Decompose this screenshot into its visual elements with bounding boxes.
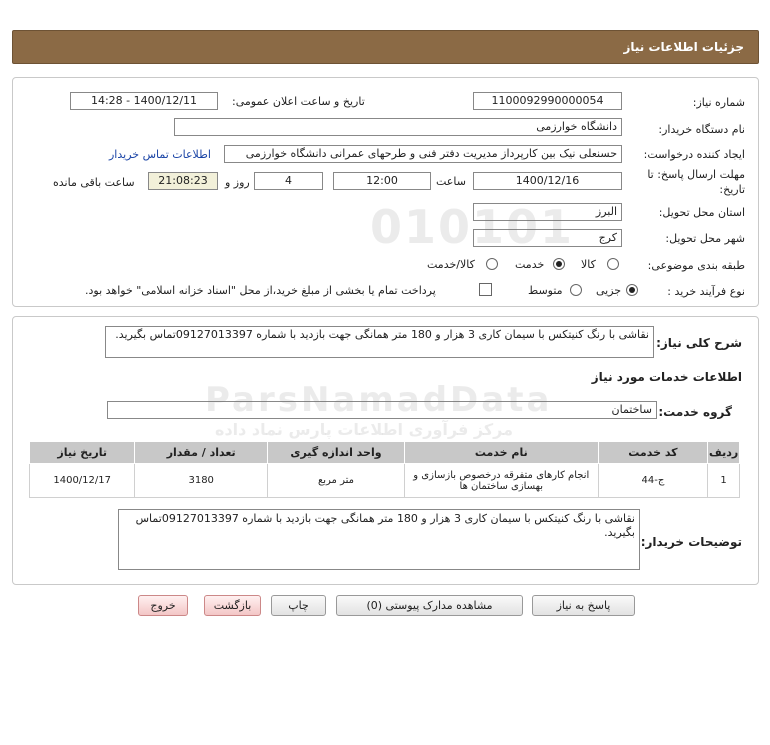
general-desc-field: نقاشی با رنگ کنیتکس با سیمان کاری 3 هزار و 180 متر همانگی جهت بازدید با شماره 09127013397تماس بگیرید. xyxy=(105,326,654,358)
category-option-service: خدمت xyxy=(515,258,545,271)
service-group-field: ساختمان xyxy=(107,401,657,419)
remaining-label: ساعت باقی مانده xyxy=(53,176,135,189)
service-group-label: گروه خدمت: xyxy=(658,405,732,419)
col-service-code: کد خدمت xyxy=(598,442,708,464)
back-button[interactable]: بازگشت xyxy=(204,595,261,616)
cell-need-date: 1400/12/17 xyxy=(30,464,135,498)
days-remaining-field: 4 xyxy=(254,172,323,190)
col-need-date: تاریخ نیاز xyxy=(30,442,135,464)
buyer-org-label: نام دستگاه خریدار: xyxy=(658,123,745,136)
cell-quantity: 3180 xyxy=(135,464,268,498)
deadline-time-label: ساعت xyxy=(436,175,466,188)
category-radio-goods[interactable] xyxy=(607,258,619,270)
buyer-notes-label: توضیحات خریدار: xyxy=(640,535,742,549)
print-button[interactable]: چاپ xyxy=(271,595,326,616)
cell-service-name: انجام کارهای متفرقه درخصوص بازسازی و بهسازی ساختمان ها xyxy=(404,464,598,498)
treasury-payment-checkbox[interactable] xyxy=(479,283,492,296)
process-label: نوع فرآیند خرید : xyxy=(667,285,745,298)
deadline-label-2: تاریخ: xyxy=(719,183,745,196)
col-service-name: نام خدمت xyxy=(404,442,598,464)
buyer-contact-link[interactable]: اطلاعات تماس خریدار xyxy=(109,148,211,161)
general-desc-label: شرح کلی نیاز: xyxy=(656,336,742,350)
col-quantity: تعداد / مقدار xyxy=(135,442,268,464)
category-label: طبقه بندی موضوعی: xyxy=(647,259,745,272)
deadline-time-field: 12:00 xyxy=(333,172,431,190)
category-option-goods-service: کالا/خدمت xyxy=(427,258,475,271)
buyer-org-field: دانشگاه خوارزمی xyxy=(174,118,622,136)
category-radio-service[interactable] xyxy=(553,258,565,270)
need-number-field: 1100092990000054 xyxy=(473,92,622,110)
need-number-label: شماره نیاز: xyxy=(692,96,745,109)
reply-button[interactable]: پاسخ به نیاز xyxy=(532,595,635,616)
process-radio-minor[interactable] xyxy=(626,284,638,296)
province-label: استان محل تحویل: xyxy=(658,206,745,219)
col-row: ردیف xyxy=(708,442,740,464)
view-attachments-button[interactable]: مشاهده مدارک پیوستی (0) xyxy=(336,595,523,616)
cell-service-code: ج-44 xyxy=(598,464,708,498)
services-section-title: اطلاعات خدمات مورد نیاز xyxy=(591,370,742,384)
process-radio-medium[interactable] xyxy=(570,284,582,296)
process-option-medium: متوسط xyxy=(528,284,563,297)
page-header xyxy=(12,30,759,64)
category-radio-goods-service[interactable] xyxy=(486,258,498,270)
services-table xyxy=(29,441,740,498)
treasury-payment-note: پرداخت تمام یا بخشی از مبلغ خرید،از محل "اسناد خزانه اسلامی" خواهد بود. xyxy=(85,284,436,297)
city-label: شهر محل تحویل: xyxy=(665,232,745,245)
city-field: کرج xyxy=(473,229,622,247)
deadline-label: مهلت ارسال پاسخ: تا xyxy=(647,168,745,181)
col-unit: واحد اندازه گیری xyxy=(268,442,405,464)
need-info-panel xyxy=(12,77,759,307)
table-row xyxy=(30,464,740,498)
buyer-notes-field: نقاشی با رنگ کنیتکس با سیمان کاری 3 هزار و 180 متر همانگی جهت بازدید با شماره 09127013397تماس بگیرید. xyxy=(118,509,640,570)
days-label: روز و xyxy=(225,176,250,189)
announce-datetime-field: 1400/12/11 - 14:28 xyxy=(70,92,218,110)
cell-unit: متر مربع xyxy=(268,464,405,498)
cell-row: 1 xyxy=(708,464,740,498)
creator-label: ایجاد کننده درخواست: xyxy=(643,148,745,161)
province-field: البرز xyxy=(473,203,622,221)
table-header-row xyxy=(30,442,740,464)
exit-button[interactable]: خروج xyxy=(138,595,188,616)
page-title: جزئیات اطلاعات نیاز xyxy=(623,40,744,54)
announce-label: تاریخ و ساعت اعلان عمومی: xyxy=(232,95,365,108)
deadline-date-field: 1400/12/16 xyxy=(473,172,622,190)
remaining-time-field: 21:08:23 xyxy=(148,172,218,190)
process-option-minor: جزیی xyxy=(596,284,622,297)
category-option-goods: کالا xyxy=(581,258,596,271)
creator-field: حسنعلی نیک بین کارپرداز مدیریت دفتر فنی و طرحهای عمرانی دانشگاه خوارزمی xyxy=(224,145,622,163)
